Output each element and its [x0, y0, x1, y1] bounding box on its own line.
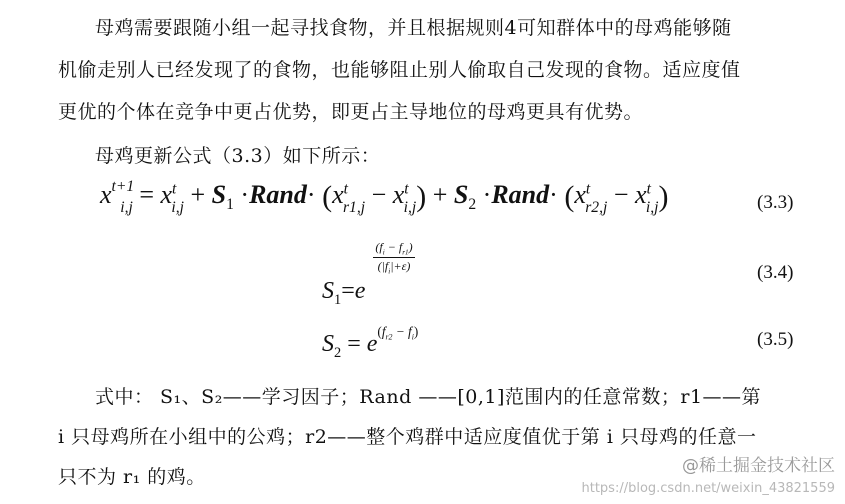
- definitions-line-1: 式中： S₁、S₂——学习因子；Rand ——[0,1]范围内的任意常数；r1——第: [95, 386, 762, 408]
- paragraph-line-1: 母鸡需要跟随小组一起寻找食物，并且根据规则4可知群体中的母鸡能够随: [95, 17, 732, 39]
- paragraph-line-2: 机偷走别人已经发现了的食物，也能够阻止别人偷取自己发现的食物。适应度值: [58, 59, 741, 81]
- equation-3-4: $S_1=e$ $\frac{(f_i - f_{r1})}{(|f_i|+\varepsilon)}$: [322, 240, 413, 309]
- equation-number-3-4: (3.4): [757, 262, 794, 283]
- equation-3-5: $S_2 = e^{(f_{r2} - f_i)}$: [322, 324, 419, 361]
- definitions-line-2: i 只母鸡所在小组中的公鸡；r2——整个鸡群中适应度值优于第 i 只母鸡的任意一: [58, 426, 757, 448]
- equation-number-3-3: (3.3): [757, 192, 794, 213]
- definitions-line-3: 只不为 r₁ 的鸡。: [58, 466, 206, 488]
- brand-watermark: @稀土掘金技术社区: [682, 456, 835, 476]
- url-watermark: https://blog.csdn.net/weixin_43821559: [581, 481, 835, 496]
- equation-number-3-5: (3.5): [757, 329, 794, 350]
- intro-text: 母鸡更新公式（3.3）如下所示：: [95, 145, 381, 167]
- equation-3-3: $x^{t+1}_{i,j} = x^t_{i,j} + S_1$ ·Rand· $(x^t_{r1,j} - x^t_{i,j}) + S_2$ ·Rand· $(x^t_{r2,j} - x^t_{i,j})$: [100, 178, 669, 216]
- paragraph-line-3: 更优的个体在竞争中更占优势，即更占主导地位的母鸡更具有优势。: [58, 101, 644, 123]
